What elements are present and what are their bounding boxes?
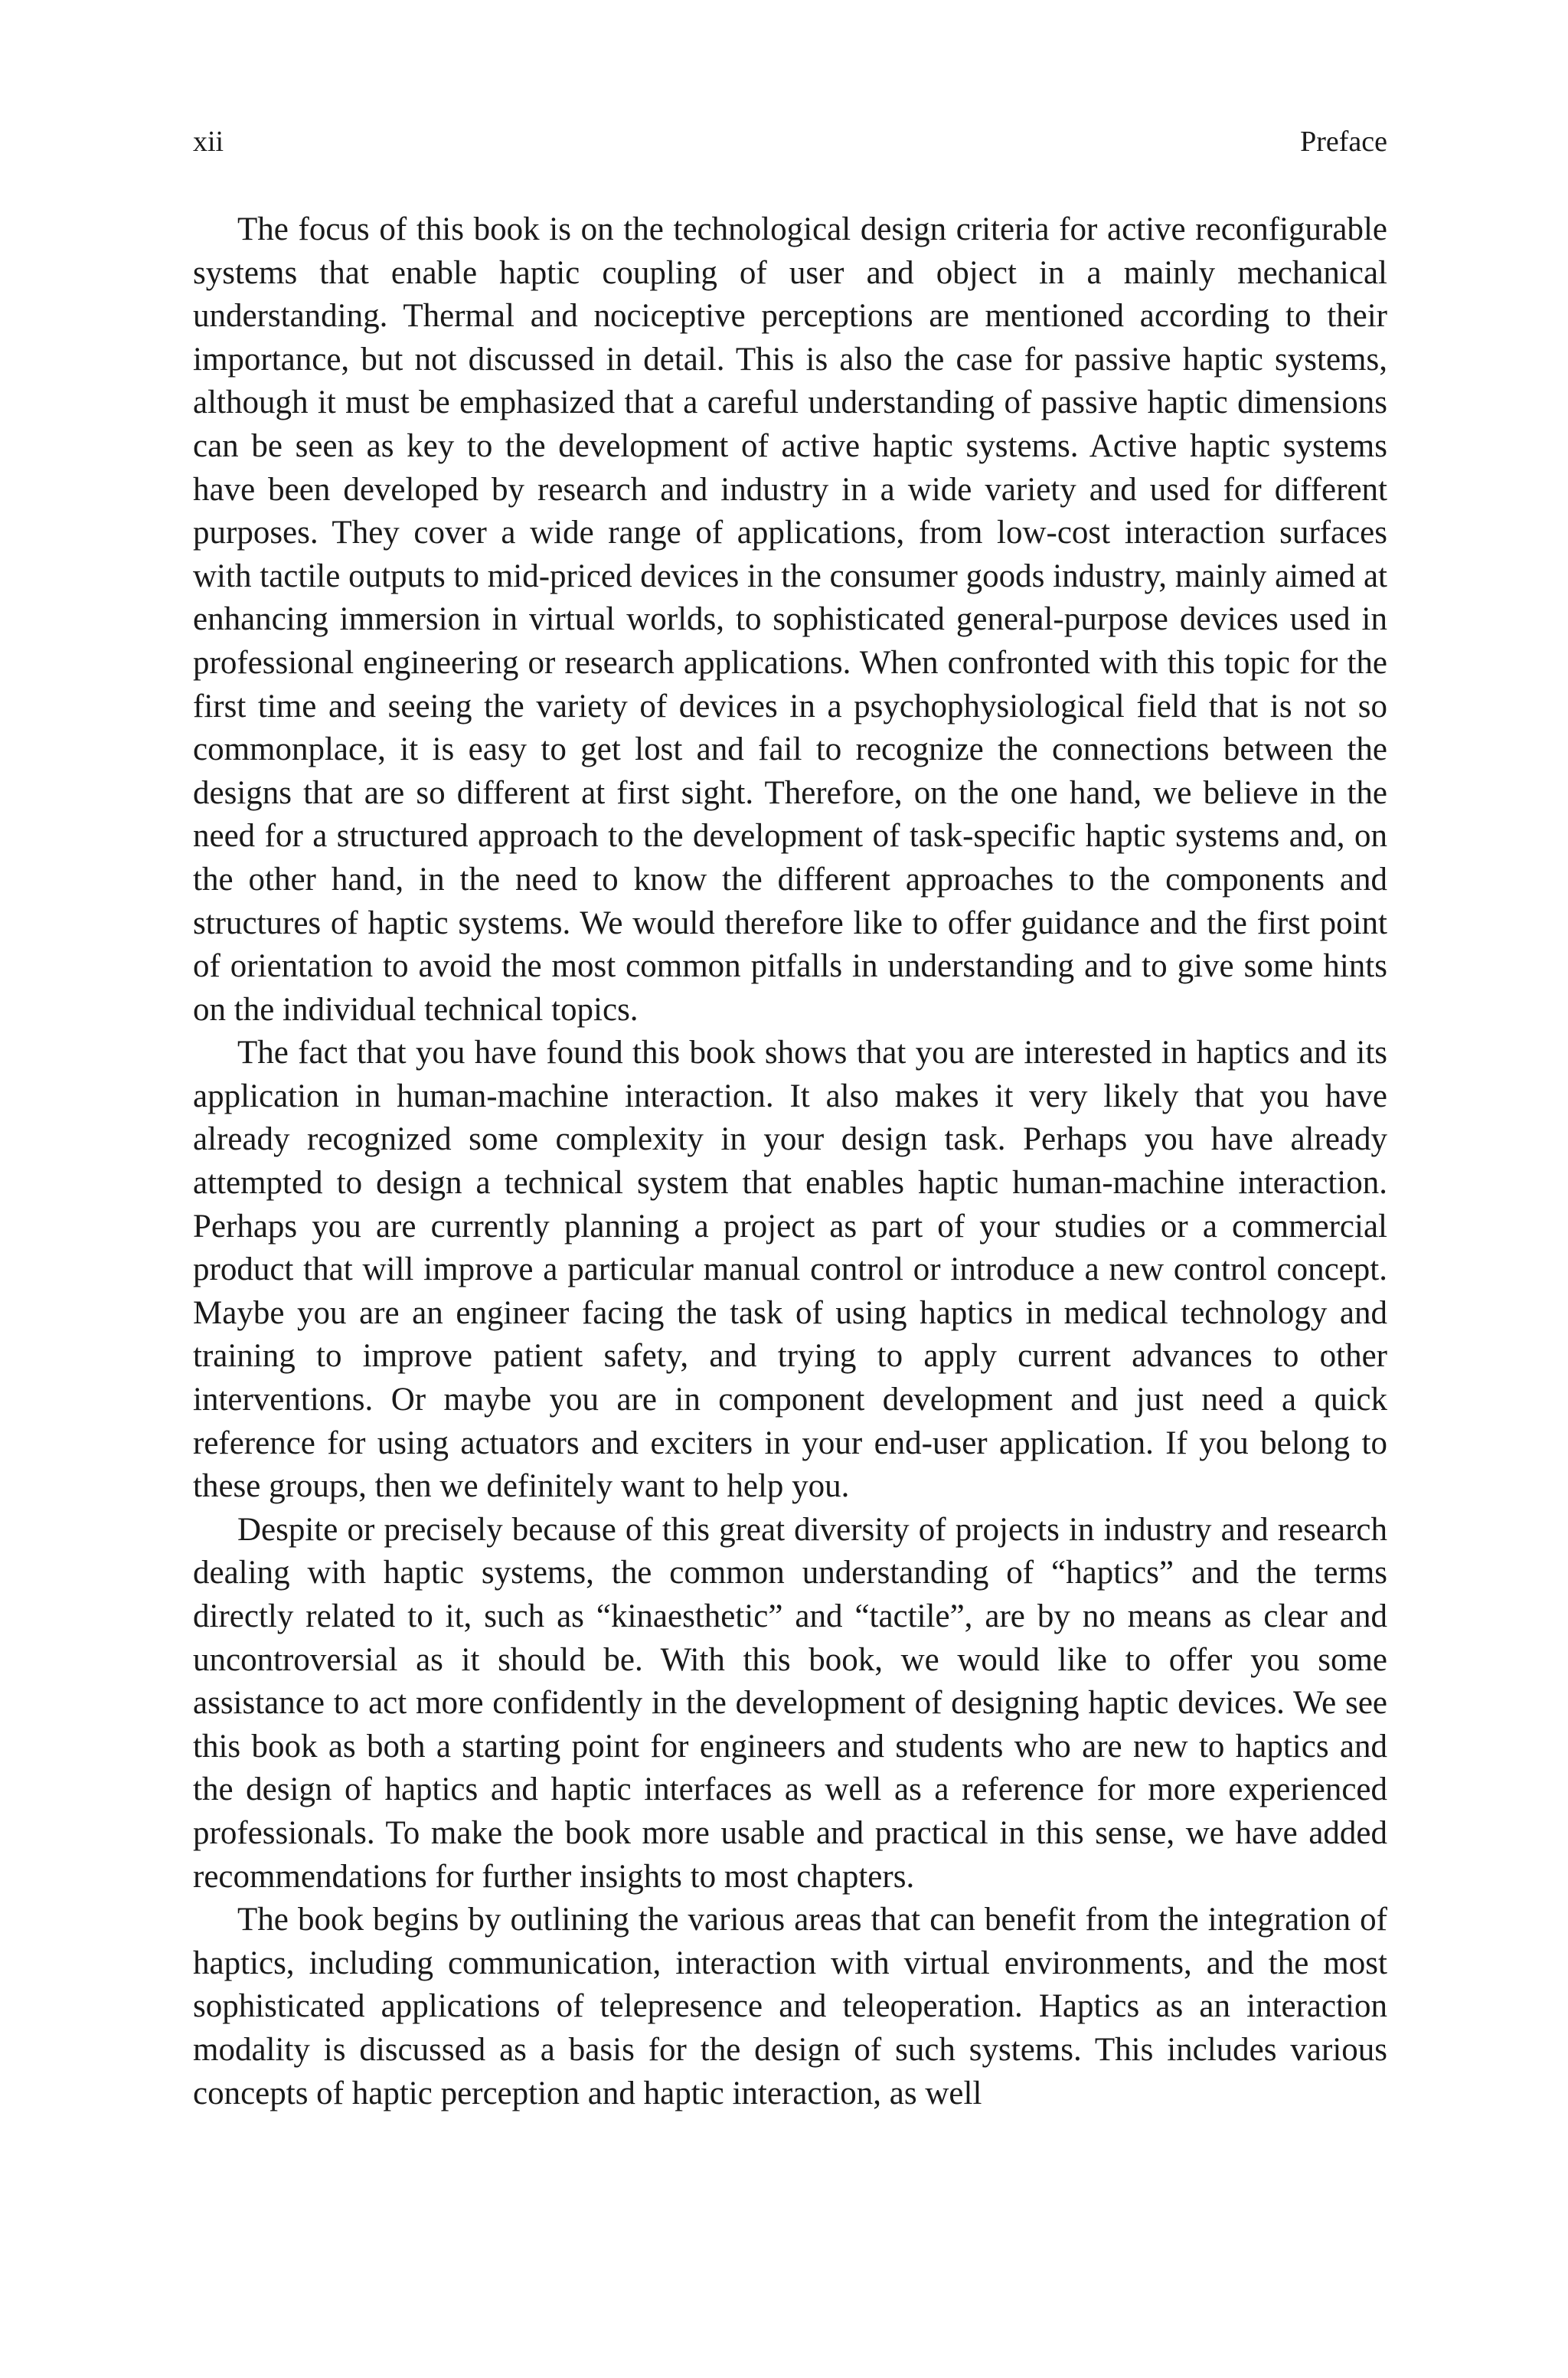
- section-title: Preface: [1300, 126, 1387, 158]
- paragraph-audience: The fact that you have found this book shows that you are interested in haptics and its application in human-machine interaction. It also makes it very likely that you have already recognized some complexity in your design task. Perhaps you have already attempted to design a technical system that enables haptic human-machine interaction. Perhaps you are currently planning a project as part of your studies or a commercial product that will improve a particular manual control or introduce a new control concept. Maybe you are an engineer facing the task of using haptics in medical technology and training to improve patient safety, and trying to apply current advances to other interventions. Or maybe you are in component development and just need a quick reference for using actuators and exciters in your end-user application. If you belong to these groups, then we definitely want to help you.: [193, 1035, 1387, 1505]
- paragraph-outline: The book begins by outlining the various areas that can benefit from the integration of haptics, including communication, interaction with virtual environments, and the most sophisticated applications of telepresence and teleoperation. Haptics as an interaction modality is discussed as a basis for the design of such systems. This includes various concepts of haptic perception and haptic interaction, as well: [193, 1902, 1387, 2111]
- page-number: xii: [193, 126, 224, 158]
- paragraph-diversity: Despite or precisely because of this great diversity of projects in industry and research dealing with haptic systems, the common understanding of “haptics” and the terms directly related to it, such as “kinaesthetic” and “tactile”, are by no means as clear and uncontroversial as it should be. With this book, we would like to offer you some assistance to act more confidently in the development of designing haptic devices. We see this book as both a starting point for engineers and students who are new to haptics and the design of haptics and haptic interfaces as well as a reference for more experienced professionals. To make the book more usable and practical in this sense, we have added recommendations for further insights to most chapters.: [193, 1511, 1387, 1895]
- body-text: [193, 208, 1387, 2115]
- paragraph-focus: The focus of this book is on the technological design criteria for active reconfigurable systems that enable haptic coupling of user and object in a mainly mechanical understanding. Thermal and nociceptive perceptions are mentioned according to their importance, but not discussed in detail. This is also the case for passive haptic systems, although it must be emphasized that a careful understanding of passive haptic dimensions can be seen as key to the development of active haptic systems. Active haptic systems have been developed by research and industry in a wide variety and used for different purposes. They cover a wide range of applications, from low-cost interaction surfaces with tactile outputs to mid-priced devices in the consumer goods industry, mainly aimed at enhancing immersion in virtual worlds, to sophisticated general-purpose devices used in professional engineering or research applications. When confronted with this topic for the first time and seeing the variety of devices in a psychophysiological field that is not so commonplace, it is easy to get lost and fail to recognize the connections between the designs that are so different at first sight. Therefore, on the one hand, we believe in the need for a structured approach to the development of task-specific haptic systems and, on the other hand, in the need to know the different approaches to the components and structures of haptic systems. We would therefore like to offer guidance and the first point of orientation to avoid the most common pitfalls in understanding and to give some hints on the individual technical topics.: [193, 211, 1387, 1028]
- running-head: [193, 123, 1387, 161]
